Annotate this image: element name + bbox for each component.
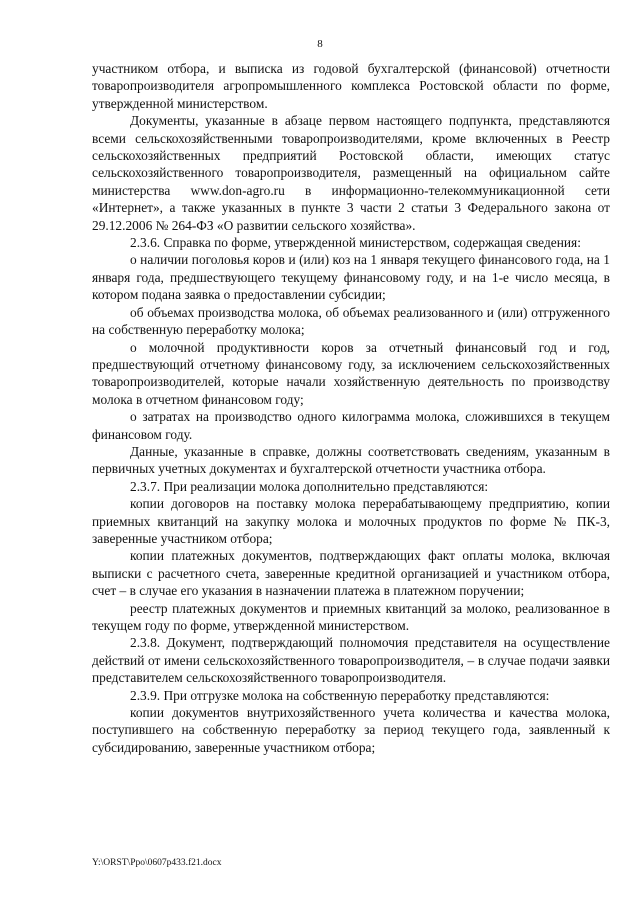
document-body [92, 60, 610, 756]
paragraph: о молочной продуктивности коров за отчетный финансовый год и год, предшествующий отчетному финансовому году, за исключением сельскохозяйственных товаропроизводителей, которые начали хозяйственную деятельность по производству молока в отчетном финансовом году; [92, 339, 610, 407]
file-path-footer: Y:\ORST\Ppo\0607p433.f21.docx [92, 858, 222, 868]
paragraph: копии договоров на поставку молока перерабатывающему предприятию, копии приемных квитанций на закупку молока и молочных продуктов по форме № ПК-3, заверенные участником отбора; [92, 496, 610, 546]
paragraph: 2.3.7. При реализации молока дополнительно представляются: [130, 478, 489, 494]
paragraph: о наличии поголовья коров и (или) коз на 1 января текущего финансового года, на 1 января года, предшествующего текущему финансовому году, и на 1-е число месяца, в котором подана заявка о предоставлении субсидии; [92, 252, 610, 303]
paragraph: реестр платежных документов и приемных квитанций за молоко, реализованное в текущем году по форме, утвержденной министерством. [92, 600, 610, 633]
paragraph: об объемах производства молока, об объемах реализованного и (или) отгруженного на собственную переработку молока; [92, 304, 610, 338]
paragraph: Документы, указанные в абзаце первом настоящего подпункта, представляются всеми сельскохозяйственными товаропроизводителями, кроме включенных в Реестр сельскохозяйственных предприятий Ростовской области, имеющих статус сельскохозяйственного товаропроизводителя, размещенный на официальном сайте министерства www.don-agro.ru в информационно-телекоммуникационной сети «Интернет», а также указанных в пункте 3 части 2 статьи 3 Федерального закона от 29.12.2006 № 264-ФЗ «О развитии сельского хозяйства». [92, 113, 610, 233]
paragraph: 2.3.8. Документ, подтверждающий полномочия представителя на осуществление действий от имени сельскохозяйственного товаропроизводителя, – в случае подачи заявки представителем сельскохозяйственного товаропроизводителя. [92, 635, 610, 686]
page-number: 8 [317, 38, 323, 50]
paragraph: копии документов внутрихозяйственного учета количества и качества молока, поступившего на собственную переработку за период текущего года, заявленный к субсидированию, заверенные участником отбора; [92, 705, 610, 755]
paragraph: копии платежных документов, подтверждающих факт оплаты молока, включая выписки с расчетного счета, заверенные кредитной организацией и участником отбора, счет – в случае его указания в назначении платежа в платежном поручении; [92, 548, 610, 599]
paragraph: о затратах на производство одного килограмма молока, сложившихся в текущем финансовом году. [92, 409, 610, 442]
paragraph: 2.3.9. При отгрузке молока на собственную переработку представляются: [130, 687, 550, 703]
paragraph: Данные, указанные в справке, должны соответствовать сведениям, указанным в первичных учетных документах и бухгалтерской отчетности участника отбора. [92, 443, 610, 477]
paragraph: участником отбора, и выписка из годовой бухгалтерской (финансовой) отчетности товаропроизводителя агропромышленного комплекса Ростовской области по форме, утвержденной министерством. [92, 61, 610, 111]
paragraph: 2.3.6. Справка по форме, утвержденной министерством, содержащая сведения: [130, 235, 581, 251]
